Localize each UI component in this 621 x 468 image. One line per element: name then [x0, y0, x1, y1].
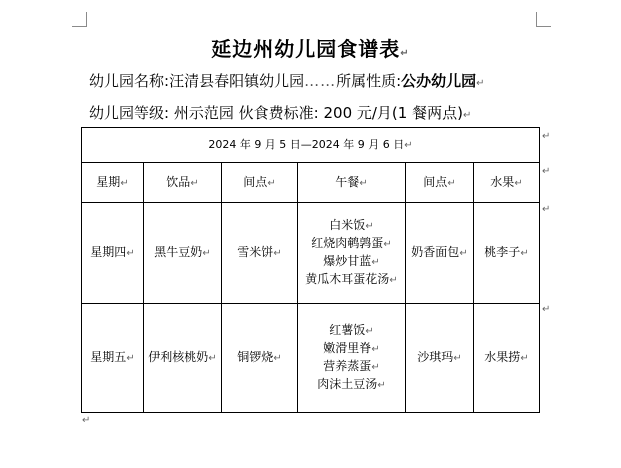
lunch-item: [298, 376, 405, 394]
header-cell: [144, 163, 222, 203]
day-cell: [82, 203, 144, 304]
paragraph-mark: ↵: [453, 353, 462, 364]
day-cell: [82, 304, 144, 413]
header-day: 星期: [96, 174, 121, 189]
paragraph-mark: ↵: [365, 221, 374, 232]
day-label: 星期四: [90, 245, 127, 259]
lunch-item-text: 肉沫土豆汤: [317, 377, 378, 391]
dot-leader: ……: [304, 72, 337, 90]
drink-value: 黑牛豆奶: [154, 245, 203, 259]
name-label: 幼儿园名称:: [89, 72, 170, 90]
header-lunch: 午餐: [335, 174, 360, 189]
paragraph-mark: ↵: [273, 353, 282, 364]
page-title: [0, 33, 621, 62]
nature-label: 所属性质:: [336, 72, 402, 90]
paragraph-mark: ↵: [359, 177, 368, 189]
fruit-cell: [474, 203, 540, 304]
snack2-cell: [406, 304, 474, 413]
snack2-value: 奶香面包: [411, 245, 460, 259]
lunch-item-text: 营养蒸蛋: [323, 359, 372, 373]
snack1-cell: [222, 304, 298, 413]
grade-fee-line: [89, 102, 471, 123]
paragraph-mark: ↵: [520, 353, 529, 364]
lunch-item-text: 黄瓜木耳蛋花汤: [305, 272, 390, 286]
lunch-item-text: 红烧肉鹌鹑蛋: [311, 236, 384, 250]
lunch-cell: [298, 203, 406, 304]
snack2-cell: [406, 203, 474, 304]
row-end-mark: ↵: [542, 131, 551, 142]
paragraph-mark: ↵: [400, 48, 410, 59]
row-end-mark: ↵: [542, 204, 551, 215]
header-row: [82, 163, 540, 203]
header-drink: 饮品: [166, 174, 191, 189]
lunch-item: [298, 235, 405, 253]
paragraph-mark: ↵: [371, 257, 380, 268]
drink-cell: [144, 203, 222, 304]
paragraph-mark: ↵: [82, 415, 91, 426]
lunch-item: [298, 322, 405, 340]
paragraph-mark: ↵: [371, 362, 380, 373]
day-label: 星期五: [90, 350, 127, 364]
page-corner-mark-right: [536, 12, 551, 27]
fruit-cell: [474, 304, 540, 413]
lunch-cell: [298, 304, 406, 413]
header-cell: [82, 163, 144, 203]
lunch-item: [298, 217, 405, 235]
nature-value: 公办幼儿园: [401, 72, 477, 90]
lunch-item-text: 红薯饭: [329, 323, 366, 337]
paragraph-mark: ↵: [126, 248, 135, 259]
header-cell: [298, 163, 406, 203]
paragraph-mark: ↵: [462, 110, 472, 121]
fee-value: 200 元/月(1 餐两点): [323, 104, 463, 122]
header-cell: [406, 163, 474, 203]
row-end-mark: ↵: [542, 304, 551, 315]
paragraph-mark: ↵: [520, 248, 529, 259]
paragraph-mark: ↵: [447, 177, 456, 189]
paragraph-mark: ↵: [126, 353, 135, 364]
drink-cell: [144, 304, 222, 413]
lunch-item-text: 爆炒甘蓝: [323, 254, 372, 268]
paragraph-mark: ↵: [459, 248, 468, 259]
fruit-value: 水果捞: [484, 350, 521, 364]
paragraph-mark: ↵: [389, 275, 398, 286]
row-end-mark: ↵: [542, 166, 551, 177]
paragraph-mark: ↵: [273, 248, 282, 259]
lunch-item: [298, 253, 405, 271]
name-value: 汪清县春阳镇幼儿园: [169, 72, 305, 90]
paragraph-mark: ↵: [202, 248, 211, 259]
lunch-item-text: 白米饭: [329, 218, 366, 232]
snack1-cell: [222, 203, 298, 304]
lunch-item-text: 嫩滑里脊: [323, 341, 372, 355]
fruit-value: 桃李子: [484, 245, 521, 259]
paragraph-mark: ↵: [190, 177, 199, 189]
snack1-value: 雪米饼: [237, 245, 274, 259]
paragraph-mark: ↵: [383, 239, 392, 250]
paragraph-mark: ↵: [267, 177, 276, 189]
header-cell: [474, 163, 540, 203]
title-text: 延边州幼儿园食谱表: [211, 37, 401, 61]
lunch-item: [298, 358, 405, 376]
kindergarten-info-line: [89, 70, 485, 91]
header-fruit: 水果: [490, 174, 515, 189]
paragraph-mark: ↵: [514, 177, 523, 189]
header-snack1: 间点: [243, 174, 268, 189]
fee-label: 伙食费标准:: [238, 104, 319, 122]
table-row: [82, 304, 540, 413]
paragraph-mark: ↵: [476, 78, 485, 89]
lunch-item: [298, 340, 405, 358]
table-row: [82, 203, 540, 304]
header-cell: [222, 163, 298, 203]
snack1-value: 铜锣烧: [237, 350, 274, 364]
date-range: 2024 年 9 月 5 日—2024 年 9 月 6 日: [208, 138, 405, 151]
paragraph-mark: ↵: [208, 353, 217, 364]
paragraph-mark: ↵: [371, 344, 380, 355]
date-range-cell: [82, 128, 540, 163]
paragraph-mark: ↵: [404, 140, 413, 151]
page-corner-mark-left: [72, 12, 87, 27]
paragraph-mark: ↵: [377, 380, 386, 391]
snack2-value: 沙琪玛: [417, 350, 454, 364]
header-snack2: 间点: [423, 174, 448, 189]
paragraph-mark: ↵: [365, 326, 374, 337]
menu-table: [81, 127, 540, 413]
grade-value: 州示范园: [173, 104, 234, 122]
grade-label: 幼儿园等级:: [89, 104, 170, 122]
lunch-item: [298, 271, 405, 289]
drink-value: 伊利核桃奶: [148, 350, 209, 364]
paragraph-mark: ↵: [120, 177, 129, 189]
